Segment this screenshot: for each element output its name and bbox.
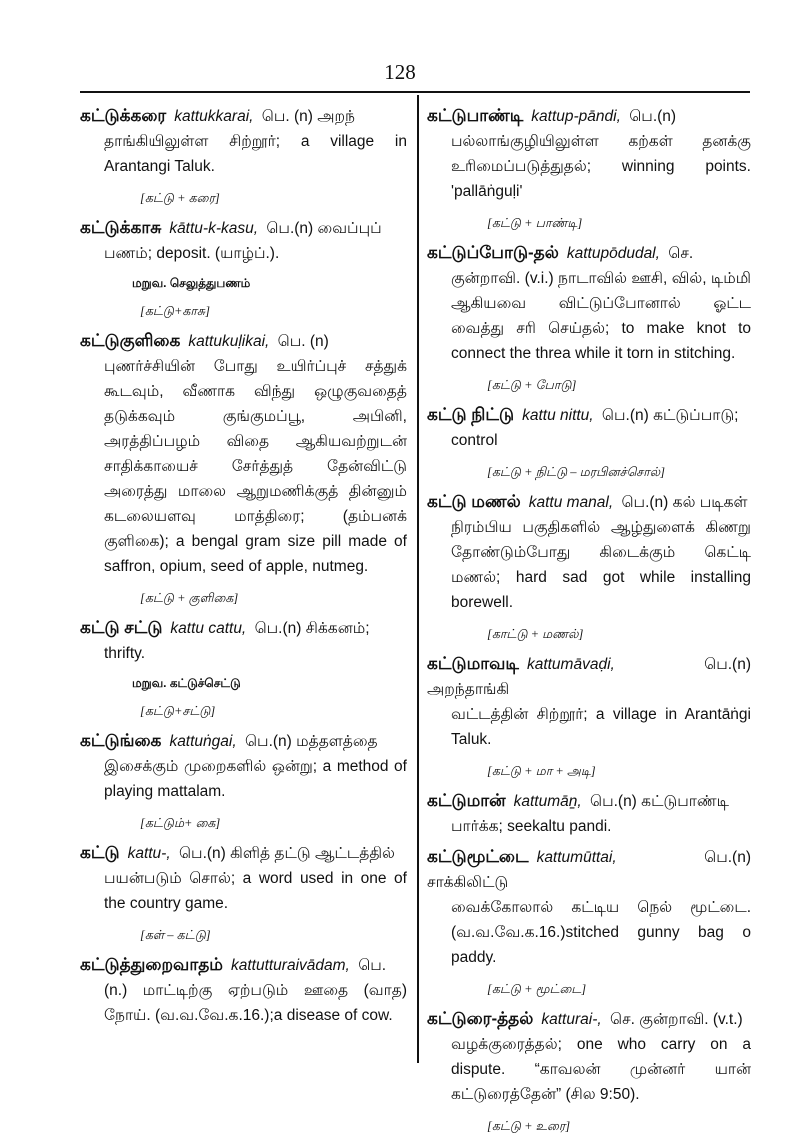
entry-transliteration: kattumāṉ, [513, 793, 582, 810]
entry-etymology: [கட்டு + மூட்டை] [487, 982, 587, 996]
entry-transliteration: kattumūttai, [536, 849, 617, 866]
entry-part-of-speech: பெ.(n) [244, 733, 292, 750]
entry-first-line [427, 651, 751, 702]
entry-part-of-speech: செ. [668, 245, 694, 262]
entry-transliteration: kattukkarai, [174, 108, 254, 125]
entry-part-of-speech: பெ.(n) [601, 407, 649, 424]
entry-first-line [80, 328, 407, 354]
entry-definition: பணம்; deposit. (யாழ்ப்.). [104, 245, 280, 262]
entry-etymology: [கட்டு + பாண்டி] [487, 216, 583, 230]
dictionary-entry [80, 328, 407, 607]
entry-etymology: [கட்டு+சட்டு] [140, 704, 216, 718]
entry-headword: கட்டுபாண்டி [427, 106, 524, 125]
entry-definition: வட்டத்தின் சிற்றூர்; a village in Arantāṅgi Taluk. [451, 706, 751, 748]
entry-definition: இசைக்கும் முறைகளில் ஒன்று; a method of playing mattalam. [104, 758, 407, 800]
dictionary-entry [427, 402, 751, 481]
dictionary-entry [427, 1006, 751, 1135]
entry-definition: control [451, 432, 498, 449]
entry-definition-start: கல் படிகள் [672, 494, 748, 511]
entry-definition-start: கட்டுபாண்டி [641, 793, 729, 810]
dictionary-entry [80, 952, 407, 1028]
entry-definition-start: அறந் [317, 108, 355, 125]
entry-definition: பார்க்க; seekaltu pandi. [451, 818, 612, 835]
entry-part-of-speech: பெ.(n) [178, 845, 226, 862]
entry-etymology: [கள் – கட்டு] [140, 928, 211, 942]
entry-definition: பல்லாங்குழியிலுள்ள கற்கள் தனக்கு உரிமைப்படுத்துதல்; winning points. 'pallāṅguḷi' [451, 133, 751, 200]
entry-transliteration: kattuṅgai, [169, 733, 237, 750]
entry-headword: கட்டுங்கை [80, 731, 162, 750]
entry-first-line [80, 952, 407, 978]
dictionary-entry [427, 844, 751, 998]
entry-headword: கட்டுமான் [427, 791, 506, 810]
entry-definition: வைக்கோலால் கட்டிய நெல் மூட்டை. (வ.வ.வே.க.16.)stitched gunny bag o paddy. [451, 899, 751, 966]
entry-transliteration: kāttu-k-kasu, [169, 220, 259, 237]
entry-transliteration: kattup-pāndi, [531, 108, 621, 125]
entry-transliteration: kattutturaivādam, [230, 957, 350, 974]
entry-headword: கட்டு மணல் [427, 492, 521, 511]
entry-etymology: [கட்டு + குளிகை] [140, 591, 239, 605]
dictionary-entry [427, 651, 751, 780]
dictionary-entry [80, 215, 407, 320]
entry-first-line [80, 103, 407, 129]
entry-transliteration: kattukuḷikai, [188, 333, 270, 350]
entry-first-line [427, 788, 751, 814]
right-column [427, 103, 751, 1143]
entry-first-line [427, 402, 751, 428]
entry-etymology: [கட்டு + நிட்டு – மரபினச்சொல்] [487, 465, 665, 479]
entry-definition-start: அறந்தாங்கி [427, 681, 510, 698]
entry-part-of-speech: பெ.(n) [266, 220, 314, 237]
page-number: 128 [384, 60, 416, 84]
dictionary-entry [427, 240, 751, 394]
entry-first-line [427, 240, 751, 266]
dictionary-entry [80, 103, 407, 207]
entry-headword: கட்டுத்துறைவாதம் [80, 955, 223, 974]
entry-definition: தாங்கியிலுள்ள சிற்றூர்; a village in Arantangi Taluk. [104, 133, 407, 175]
entry-definition-start: சாக்கிலிட்டு [427, 874, 509, 891]
entry-headword: கட்டுக்கரை [80, 106, 167, 125]
entry-etymology: [கட்டு + போடு] [487, 378, 577, 392]
entry-transliteration: katturai-, [541, 1011, 602, 1028]
entry-headword: கட்டுரை-த்தல் [427, 1009, 534, 1028]
entry-transliteration: kattu cattu, [170, 620, 247, 637]
dictionary-entry [427, 103, 751, 232]
dictionary-entry [427, 788, 751, 839]
entry-etymology: [காட்டு + மணல்] [487, 627, 584, 641]
entry-transliteration: kattu manal, [528, 494, 614, 511]
entry-headword: கட்டுமாவடி [427, 654, 519, 673]
entry-first-line [427, 489, 751, 515]
entry-first-line [427, 1006, 751, 1032]
entry-first-line [80, 728, 407, 754]
entry-part-of-speech: பெ. (n) [261, 108, 313, 125]
entry-transliteration: kattu-, [127, 845, 171, 862]
entry-headword: கட்டு நிட்டு [427, 405, 515, 424]
entry-definition: நிரம்பிய பகுதிகளில் ஆழ்துளைக் கிணறு தோண்டும்போது கிடைக்கும் கெட்டி மணல்; hard sad got while installing borewell. [451, 519, 751, 611]
column-divider [417, 95, 419, 1063]
entry-etymology: [கட்டு + உரை] [487, 1119, 571, 1133]
entry-first-line [80, 215, 407, 241]
entry-etymology: [கட்டு + கரை] [140, 191, 220, 205]
entry-definition: புணர்ச்சியின் போது உயிர்ப்புச் சத்துக் கூடவும், வீணாக விந்து ஒழுகுவதைத் தடுக்கவும் குங்குமப்பூ, அபினி, அரத்திப்பழம் விதை ஆகியவற்றுடன் சாதிக்காயைச் சேர்த்துத் தேன்விட்டு அரைத்து மாலை ஆறுமணிக்குத் தின்னும் கடலையளவு மாத்திரை; (தம்பனக் குளிகை); a bengal gram size pill made of saffron, opium, seed of apple, nutmeg. [104, 358, 407, 575]
entry-definition-start: மத்தளத்தை [296, 733, 378, 750]
entry-part-of-speech: பெ.(n) [590, 793, 637, 810]
entry-first-line [427, 103, 751, 129]
entry-first-line [80, 615, 407, 641]
entry-synonym: மறுவ. கட்டுச்செட்டு [132, 676, 241, 690]
entry-etymology: [கட்டு+காசு] [140, 304, 210, 318]
entry-definition-start: சிக்கனம்; [305, 620, 370, 637]
entry-definition: வழக்குரைத்தல்; one who carry on a dispute. “காவலன் முன்னர் யான் கட்டுரைத்தேன்” (சில 9:50). [451, 1036, 751, 1103]
entry-definition-start: கிளித் தட்டு ஆட்டத்தில் [230, 845, 395, 862]
dictionary-entry [80, 728, 407, 832]
entry-headword: கட்டுக்காசு [80, 218, 162, 237]
entry-part-of-speech: பெ.(n) [629, 108, 677, 125]
entry-part-of-speech: பெ. (n) [277, 333, 329, 350]
entry-transliteration: kattupōdudal, [566, 245, 660, 262]
left-column [80, 103, 407, 1033]
entry-definition: குன்றாவி. (v.i.) நாடாவில் ஊசி, வில், டிம்மி ஆகியவை விட்டுப்போனால் ஓட்ட வைத்து சரி செய்தல்; to make knot to connect the threa while it torn in stitching. [451, 270, 751, 362]
entry-definition: thrifty. [104, 645, 146, 662]
entry-etymology: [கட்டு + மா + அடி] [487, 764, 596, 778]
entry-headword: கட்டு சட்டு [80, 618, 163, 637]
entry-headword: கட்டுகுளிகை [80, 331, 181, 350]
entry-transliteration: kattu nittu, [522, 407, 594, 424]
entry-synonym: மறுவ. செலுத்துபணம் [132, 276, 251, 290]
entry-first-line [427, 844, 751, 895]
entry-headword: கட்டுப்போடு-தல் [427, 243, 559, 262]
entry-part-of-speech: பெ.(n) [704, 656, 751, 673]
entry-part-of-speech: பெ. [358, 957, 387, 974]
entry-part-of-speech: பெ.(n) [254, 620, 302, 637]
entry-headword: கட்டுமூட்டை [427, 847, 529, 866]
header-rule [80, 91, 750, 93]
entry-part-of-speech: செ. குன்றாவி. (v.t.) [610, 1011, 743, 1028]
entry-definition: (n.) மாட்டிற்கு ஏற்படும் ஊதை (வாத) நோய். (வ.வ.வே.க.16.);a disease of cow. [104, 982, 407, 1024]
entry-part-of-speech: பெ.(n) [704, 849, 751, 866]
entry-transliteration: kattumāvaḍi, [526, 656, 615, 673]
entry-headword: கட்டு [80, 843, 120, 862]
dictionary-entry [427, 489, 751, 643]
entry-first-line [80, 840, 407, 866]
dictionary-entry [80, 840, 407, 944]
entry-etymology: [கட்டும்+ கை] [140, 816, 221, 830]
entry-definition-start: வைப்புப் [317, 220, 382, 237]
entry-definition-start: கட்டுப்பாடு; [653, 407, 739, 424]
dictionary-entry [80, 615, 407, 720]
entry-definition: பயன்படும் சொல்; a word used in one of the country game. [104, 870, 407, 912]
entry-part-of-speech: பெ.(n) [621, 494, 669, 511]
